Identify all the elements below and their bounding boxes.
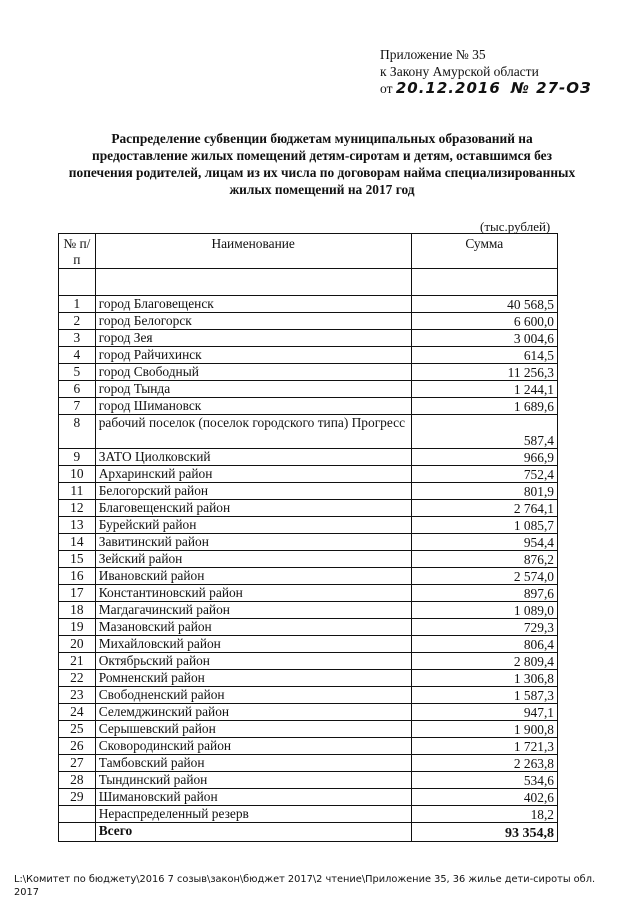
row-name: Свободненский район [95,687,411,704]
row-name: Мазановский район [95,619,411,636]
header-sum: Сумма [411,234,557,269]
row-number: 29 [59,789,96,806]
row-name: Благовещенский район [95,500,411,517]
table-row [59,602,558,619]
row-number: 8 [59,415,96,449]
table-row [59,313,558,330]
row-name: Белогорский район [95,483,411,500]
table-row [59,483,558,500]
spacer-cell [95,269,411,296]
row-sum: 18,2 [411,806,557,823]
row-number: 24 [59,704,96,721]
table-row [59,517,558,534]
row-sum: 6 600,0 [411,313,557,330]
row-sum: 1 587,3 [411,687,557,704]
row-name: Бурейский район [95,517,411,534]
row-sum: 2 764,1 [411,500,557,517]
row-number: 12 [59,500,96,517]
table-row [59,585,558,602]
table-row [59,789,558,806]
appendix-reference [380,46,592,97]
row-name: город Зея [95,330,411,347]
row-number: 7 [59,398,96,415]
table-row [59,330,558,347]
row-sum: 587,4 [411,415,557,449]
row-number: 22 [59,670,96,687]
table-row [59,653,558,670]
row-name: город Благовещенск [95,296,411,313]
row-sum: 614,5 [411,347,557,364]
row-number [59,806,96,823]
distribution-table [58,233,558,842]
row-number: 25 [59,721,96,738]
table-row [59,449,558,466]
row-sum: 954,4 [411,534,557,551]
row-number: 9 [59,449,96,466]
table-row [59,568,558,585]
row-number: 3 [59,330,96,347]
table-row [59,381,558,398]
row-sum: 2 809,4 [411,653,557,670]
table-row [59,364,558,381]
row-sum: 1 900,8 [411,721,557,738]
row-sum: 40 568,5 [411,296,557,313]
appendix-date-line [380,80,592,97]
row-name: Тындинский район [95,772,411,789]
table-row [59,347,558,364]
table-row [59,738,558,755]
table-row [59,398,558,415]
row-name: город Райчихинск [95,347,411,364]
row-number: 4 [59,347,96,364]
row-sum: 729,3 [411,619,557,636]
row-sum: 402,6 [411,789,557,806]
row-name: Ромненский район [95,670,411,687]
row-number: 11 [59,483,96,500]
row-name: Октябрьский район [95,653,411,670]
row-name: ЗАТО Циолковский [95,449,411,466]
row-sum: 1 244,1 [411,381,557,398]
document-title: Распределение субвенции бюджетам муниципальных образований на предоставление жилых помещений детям-сиротам и детям, оставшимся без попечения родителей, лицам из их числа по договорам найма специализированных жилых помещений на 2017 год [68,131,576,197]
row-sum: 876,2 [411,551,557,568]
row-sum: 1 721,3 [411,738,557,755]
table-row [59,636,558,653]
row-number: 13 [59,517,96,534]
row-name: Магдагачинский район [95,602,411,619]
row-sum: 801,9 [411,483,557,500]
row-name: Архаринский район [95,466,411,483]
row-name: Сковородинский район [95,738,411,755]
row-sum: 2 574,0 [411,568,557,585]
row-number: 2 [59,313,96,330]
row-number: 5 [59,364,96,381]
row-sum: 534,6 [411,772,557,789]
row-number: 20 [59,636,96,653]
table-row [59,500,558,517]
table-row [59,721,558,738]
row-sum: 1 306,8 [411,670,557,687]
row-number: 6 [59,381,96,398]
row-name: Константиновский район [95,585,411,602]
file-path-footer: L:\Комитет по бюджету\2016 7 созыв\закон\бюджет 2017\2 чтение\Приложение 35, 36 жилье дети-сироты обл. 2017 [14,874,596,898]
table-row [59,806,558,823]
row-name: Ивановский район [95,568,411,585]
row-number: 14 [59,534,96,551]
row-name: Шимановский район [95,789,411,806]
table-row [59,415,558,449]
total-label: Всего [95,823,411,842]
row-name: Селемджинский район [95,704,411,721]
row-name: город Шимановск [95,398,411,415]
header-name: Наименование [95,234,411,269]
total-sum: 93 354,8 [411,823,557,842]
table-row [59,687,558,704]
row-sum: 966,9 [411,449,557,466]
table-row [59,772,558,789]
appendix-law: к Закону Амурской области [380,64,539,79]
row-sum: 1 085,7 [411,517,557,534]
table-row [59,534,558,551]
table-row [59,296,558,313]
row-sum: 806,4 [411,636,557,653]
row-sum: 1 689,6 [411,398,557,415]
row-name: рабочий поселок (поселок городского типа) Прогресс [95,415,411,449]
row-number: 18 [59,602,96,619]
table-row [59,619,558,636]
handwritten-number: № 27-ОЗ [510,79,592,97]
row-sum: 1 089,0 [411,602,557,619]
handwritten-date: 20.12.2016 [395,79,501,97]
row-name: город Белогорск [95,313,411,330]
row-name: Михайловский район [95,636,411,653]
row-sum: 2 263,8 [411,755,557,772]
total-num-cell [59,823,96,842]
spacer-cell [59,269,96,296]
spacer-cell [411,269,557,296]
row-name: Тамбовский район [95,755,411,772]
row-number: 21 [59,653,96,670]
row-number: 16 [59,568,96,585]
row-number: 26 [59,738,96,755]
row-number: 17 [59,585,96,602]
row-number: 1 [59,296,96,313]
table-header-row [59,234,558,269]
row-number: 15 [59,551,96,568]
appendix-number: Приложение № 35 [380,47,486,62]
row-name: город Свободный [95,364,411,381]
table-row [59,466,558,483]
units-label: (тыс.рублей) [480,219,551,234]
row-number: 10 [59,466,96,483]
table-row [59,704,558,721]
row-sum: 11 256,3 [411,364,557,381]
header-num: № п/п [59,234,96,269]
table-row [59,670,558,687]
total-row [59,823,558,842]
row-sum: 947,1 [411,704,557,721]
row-sum: 3 004,6 [411,330,557,347]
appendix-date-prefix: от [380,81,393,96]
row-number: 19 [59,619,96,636]
row-sum: 897,6 [411,585,557,602]
row-name: Зейский район [95,551,411,568]
table-row [59,755,558,772]
row-number: 28 [59,772,96,789]
row-number: 27 [59,755,96,772]
row-sum: 752,4 [411,466,557,483]
row-name: Серышевский район [95,721,411,738]
table-spacer-row [59,269,558,296]
row-name: Нераспределенный резерв [95,806,411,823]
row-name: Завитинский район [95,534,411,551]
table-row [59,551,558,568]
row-name: город Тында [95,381,411,398]
row-number: 23 [59,687,96,704]
